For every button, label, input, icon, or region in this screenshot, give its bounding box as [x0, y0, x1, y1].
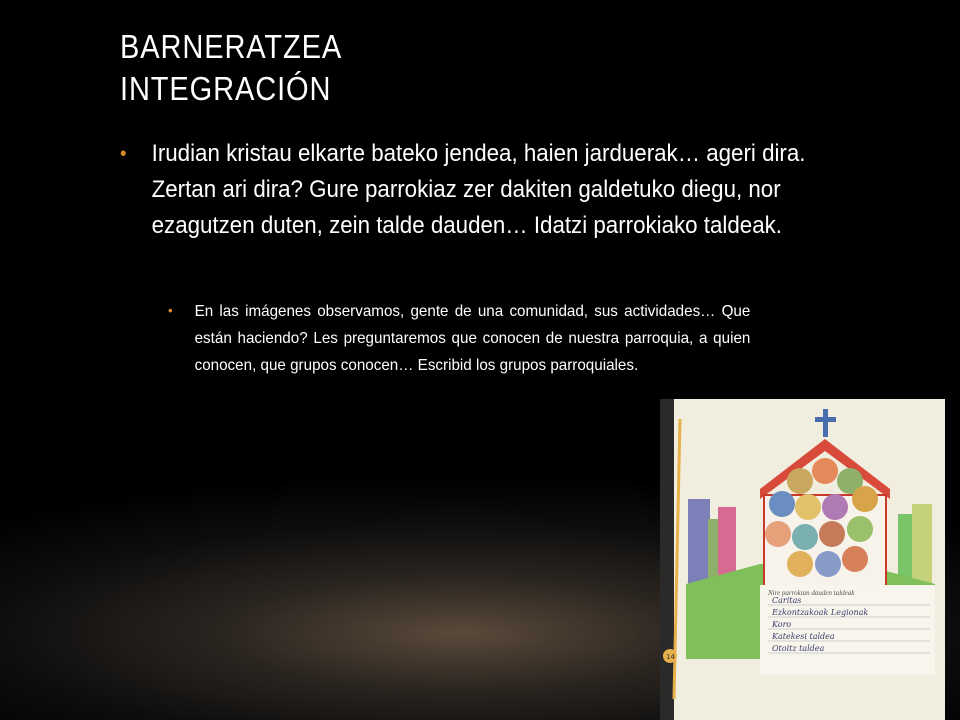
workbook-photo [660, 399, 945, 720]
sub-bullet-dot-icon: • [168, 302, 173, 318]
main-bullet-text: Irudian kristau elkarte bateko jendea, haien jarduerak… ageri dira. Zertan ari dira? Gure parrokiaz zer dakiten galdetuko diegu, nor ezagutzen duten, zein talde dauden… Idatzi parrokiako taldeak. [151, 140, 806, 239]
sub-bullet-text: En las imágenes observamos, gente de una comunidad, sus actividades… Que están haciendo? Les preguntaremos que conocen de nuestra parroquia, a quien conocen, que grupos conocen… Escribid los grupos parroquiales. [194, 303, 751, 374]
handwritten-line: Katekesi taldea [772, 632, 835, 641]
title-line-basque: BARNERATZEA [120, 28, 343, 65]
sub-bullet [168, 298, 768, 379]
title-line-spanish: INTEGRACIÓN [120, 70, 332, 107]
handwritten-line: Caritas [772, 596, 802, 605]
church-illustration [660, 399, 945, 720]
handwritten-line: Otoitz taldea [772, 644, 825, 653]
main-bullet [120, 136, 820, 244]
slide-title [120, 26, 840, 110]
workbook-heading: Nire parrokian dauden taldeak [768, 589, 855, 597]
handwritten-line: Ezkontzakoak Legionak [772, 608, 869, 617]
bullet-dot-icon: • [120, 143, 127, 165]
handwritten-line: Koro [772, 620, 792, 629]
page-number: 14 [666, 653, 675, 661]
